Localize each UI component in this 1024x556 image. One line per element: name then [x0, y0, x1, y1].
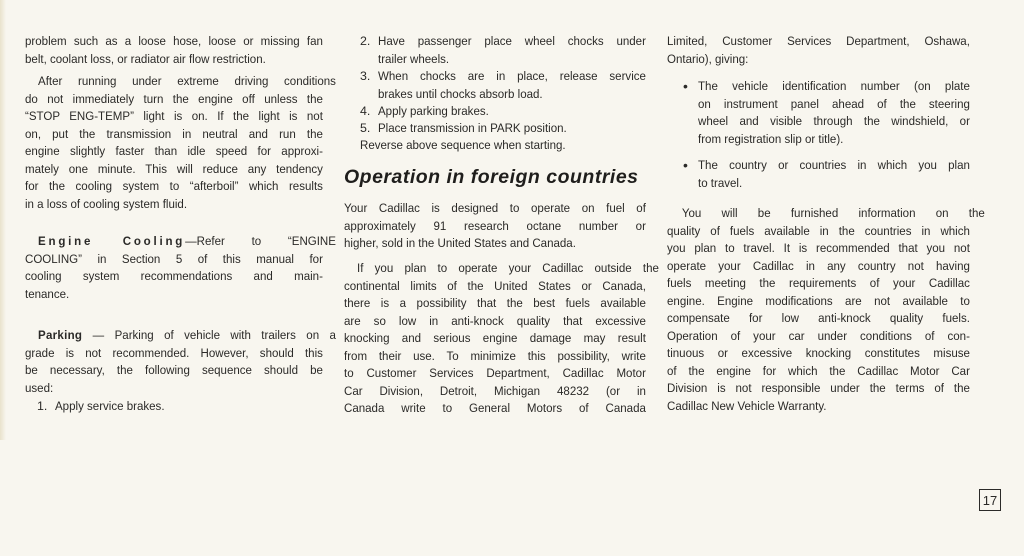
section-heading: Operation in foreign countries [344, 166, 639, 188]
text-line: engine. Engine modifications are not available to [667, 293, 970, 308]
bullet-item [683, 157, 970, 192]
paragraph [344, 260, 659, 418]
text-line: do not immediately turn the engine off unless the [25, 91, 323, 106]
text-line: Apply service brakes. [55, 399, 165, 413]
text-line: brakes until chocks absorb load. [378, 86, 543, 101]
text-line: for the cooling system to “afterboil” which results [25, 179, 323, 193]
step-number: 3. [360, 69, 371, 83]
text-line: from registration slip or title). [698, 131, 844, 146]
text-line: You will be furnished information on the [681, 206, 985, 220]
text-line: quality of fuels available in the countries in which [667, 223, 970, 238]
text-line: continental limits of the United States or Canada, [344, 278, 646, 293]
lead-in: Engine Cooling [38, 234, 186, 248]
numbered-step [37, 398, 323, 416]
paragraph [667, 205, 985, 415]
text-line: Car Division, Detroit, Michigan 48232 (or in [344, 383, 646, 398]
paragraph [344, 200, 646, 253]
numbered-step [360, 120, 646, 138]
numbered-step [360, 33, 646, 68]
text-line: of the engine for which the Cadillac Motor Car [667, 363, 970, 378]
bullet-item [683, 78, 970, 148]
step-number: 1. [37, 399, 48, 413]
text-line: grade is not recommended. However, should this [25, 345, 323, 360]
numbered-step [360, 68, 646, 103]
paragraph [25, 233, 336, 303]
text-line [25, 327, 336, 345]
text-line: Cadillac New Vehicle Warranty. [667, 398, 827, 413]
text-line: When chocks are in place, release service [378, 69, 646, 83]
bullet-icon: • [683, 157, 688, 173]
text-line: The vehicle identification number (on plate [698, 79, 970, 93]
numbered-step [360, 103, 646, 121]
paragraph [25, 73, 336, 213]
paragraph [667, 33, 970, 68]
line-text: — Parking of vehicle with trailers on a [82, 328, 336, 342]
page-edge [0, 0, 6, 440]
text-line [25, 233, 336, 251]
text-line: cooling system recommendations and main- [25, 269, 323, 283]
text-line: The country or countries in which you plan [698, 158, 970, 172]
text-line: If you plan to operate your Cadillac outside the [357, 261, 659, 275]
page-number: 17 [979, 489, 1001, 511]
text-line: wheel and visible through the windshield, or [698, 114, 970, 128]
text-line: mately one minute. This will reduce any tendency [25, 161, 323, 176]
step-number: 5. [360, 121, 371, 135]
text-line: you plan to travel. It is recommended that you not [667, 241, 970, 255]
text-line: Place transmission in PARK position. [378, 121, 567, 135]
text-line: trailer wheels. [378, 51, 450, 66]
text-line: tenance. [25, 286, 70, 301]
text-line: Ontario), giving: [667, 51, 749, 66]
step-number: 4. [360, 104, 371, 118]
paragraph [25, 327, 336, 397]
text-line: Reverse above sequence when starting. [360, 138, 566, 152]
text-line: Division is not responsible under the terms of the [667, 381, 970, 395]
text-line: Apply parking brakes. [378, 104, 489, 118]
text-line: be necessary, the following sequence should be [25, 363, 323, 377]
text-line: Your Cadillac is designed to operate on fuel of [344, 201, 646, 215]
text-line: knocking and serious engine damage may result [344, 331, 646, 345]
text-line: engine slightly faster than idle speed for approxi- [25, 144, 323, 158]
text-line: tinuous or excessive knocking constitutes misuse [667, 346, 970, 360]
text-line: there is a possibility that the best fuels available [344, 296, 646, 310]
text-line: fuels meeting the requirements of your Cadillac [667, 276, 970, 290]
text-line: to Customer Services Department, Cadillac Motor [344, 366, 646, 380]
text-line: higher, sold in the United States and Canada. [344, 236, 576, 250]
text-line: in a loss of cooling system fluid. [25, 196, 188, 211]
text-line: from their use. To minimize this possibility, write [344, 348, 646, 363]
paragraph [360, 137, 646, 155]
text-line: belt, coolant loss, or radiator air flow restriction. [25, 51, 266, 66]
text-line: “STOP ENG-TEMP” light is on. If the light is not [25, 109, 323, 123]
text-line: Have passenger place wheel chocks under [378, 34, 646, 48]
text-line: Limited, Customer Services Department, Oshawa, [667, 34, 970, 48]
lead-in: Parking [38, 328, 83, 342]
text-line: Canada write to General Motors of Canada [344, 401, 646, 415]
bullet-icon: • [683, 78, 688, 94]
text-line: used: [25, 380, 54, 395]
text-line: problem such as a loose hose, loose or missing fan [25, 34, 323, 48]
text-line: are so low in anti-knock quality that excessive [344, 313, 646, 328]
line-text: —Refer to “ENGINE [185, 234, 336, 248]
text-line: approximately 91 research octane number or [344, 218, 646, 233]
step-number: 2. [360, 34, 371, 48]
paragraph [25, 33, 323, 68]
text-line: After running under extreme driving conditions [38, 74, 336, 88]
text-line: on instrument panel ahead of the steering [698, 96, 970, 111]
text-line: Operation of your car under conditions of con- [667, 328, 970, 343]
text-line: operate your Cadillac in any country not having [667, 258, 970, 273]
text-line: COOLING” in Section 5 of this manual for [25, 251, 323, 266]
text-line: compensate for low anti-knock quality fuels. [667, 311, 970, 325]
text-line: to travel. [698, 175, 743, 190]
text-line: on, put the transmission in neutral and run the [25, 126, 323, 141]
